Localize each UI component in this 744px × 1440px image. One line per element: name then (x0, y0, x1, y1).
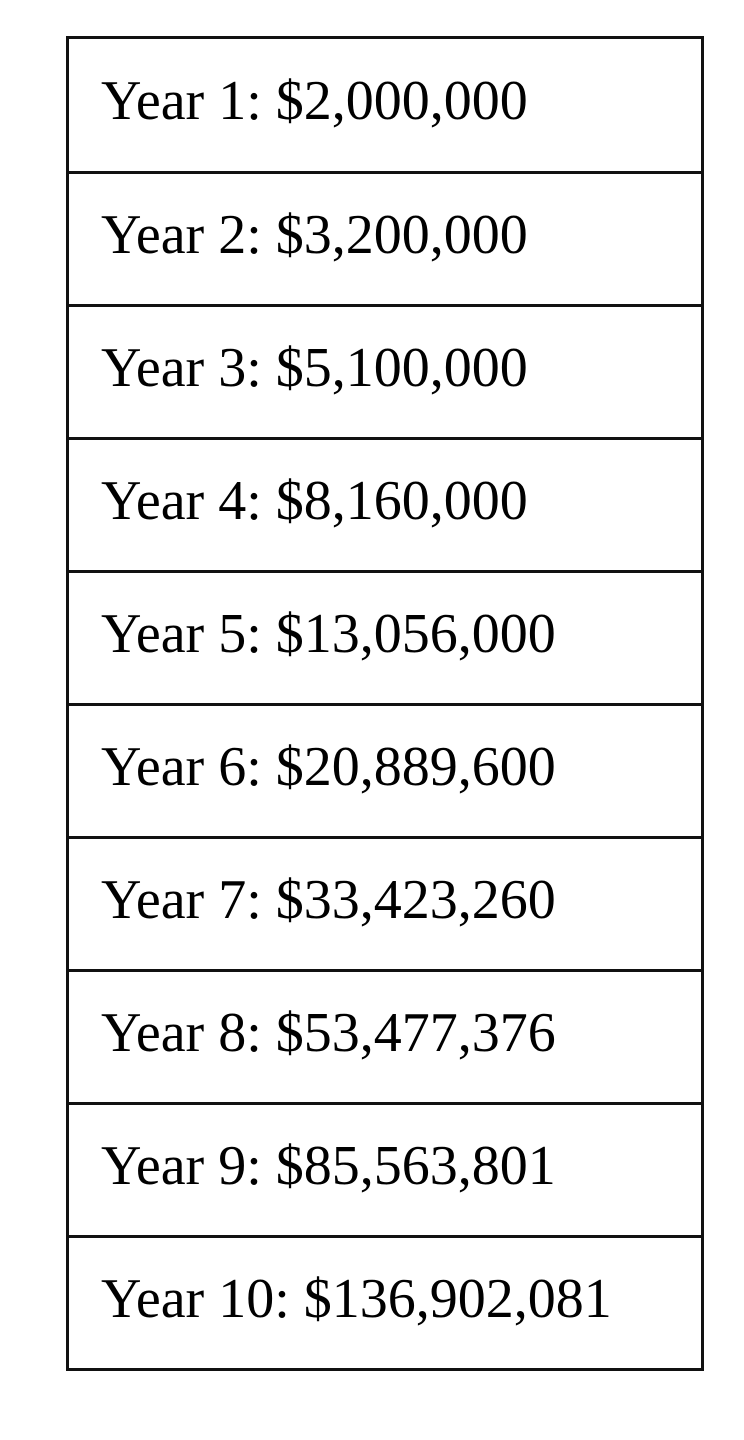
table-row (69, 437, 701, 570)
table-row (69, 304, 701, 437)
row-label: Year 3: $5,100,000 (101, 337, 528, 399)
row-label: Year 4: $8,160,000 (101, 470, 528, 532)
yearly-values-table (66, 36, 704, 1371)
row-label: Year 5: $13,056,000 (101, 603, 556, 665)
table-row (69, 703, 701, 836)
table-row (69, 171, 701, 304)
row-label: Year 9: $85,563,801 (101, 1135, 556, 1197)
table-row (69, 836, 701, 969)
row-label: Year 6: $20,889,600 (101, 736, 556, 798)
table-row (69, 1102, 701, 1235)
row-label: Year 1: $2,000,000 (101, 70, 528, 132)
table-row (69, 969, 701, 1102)
table-row (69, 1235, 701, 1368)
table-row (69, 570, 701, 703)
row-label: Year 2: $3,200,000 (101, 204, 528, 266)
row-label: Year 7: $33,423,260 (101, 869, 556, 931)
row-label: Year 8: $53,477,376 (101, 1002, 556, 1064)
row-label: Year 10: $136,902,081 (101, 1268, 612, 1330)
table-row (69, 39, 701, 171)
